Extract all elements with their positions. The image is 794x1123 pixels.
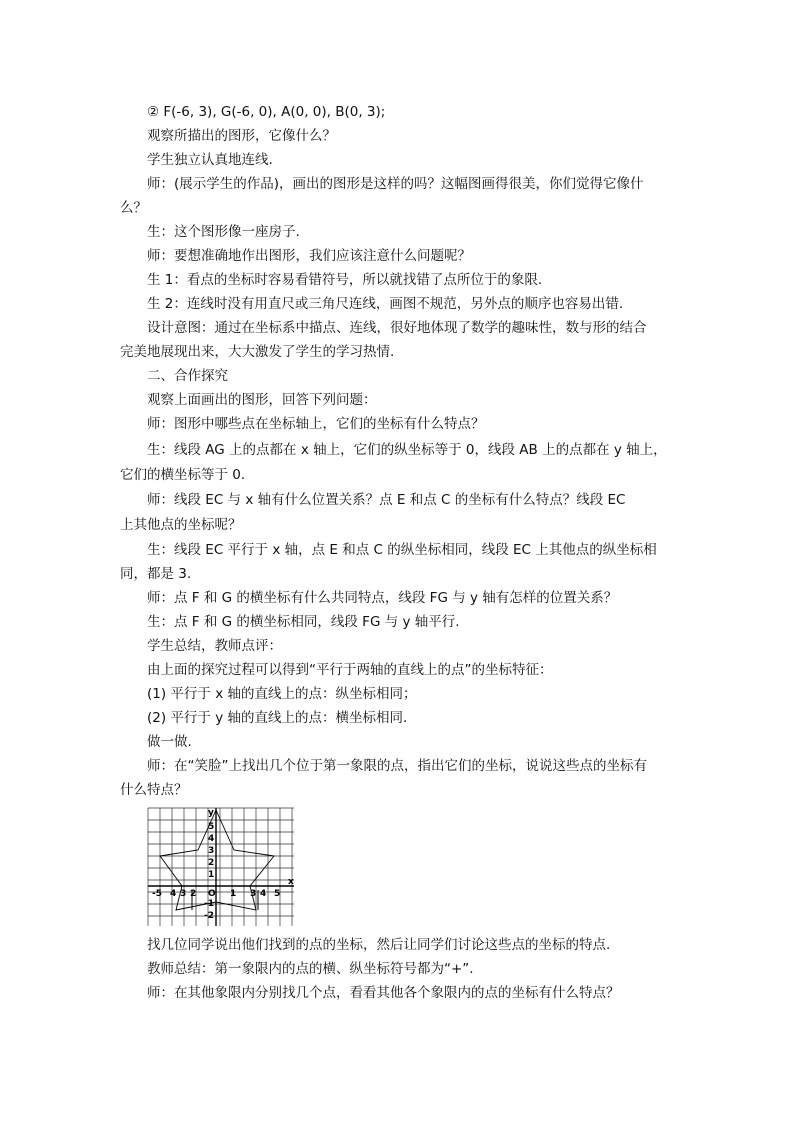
y-tick-label: 4 [208,834,215,844]
origin-label: O [208,889,216,899]
x-tick-label: 3 [180,889,187,899]
star-shape-outline [160,810,274,910]
text-line: 同，都是 3. [120,566,192,582]
text-line: 做一做. [147,734,192,750]
text-line: 由上面的探究过程可以得到“平行于两轴的直线上的点”的坐标特征： [147,662,553,678]
text-line: 师：(展示学生的作品)，画出的图形是这样的吗？这幅图画得很美，你们觉得它像什 [147,176,644,192]
text-line: 师：要想准确地作出图形，我们应该注意什么问题呢？ [147,248,471,264]
x-tick-label: 5 [274,889,281,899]
x-tick-label: 4 [260,889,267,899]
y-tick-label: 5 [208,822,215,832]
x-tick-label: 2 [190,889,197,899]
x-tick-label: -5 [152,889,162,899]
y-tick-label: 3 [208,846,215,856]
text-line: 生：线段 AG 上的点都在 x 轴上，它们的纵坐标等于 0，线段 AB 上的点都在 y 轴上， [147,442,667,458]
text-line: 教师总结：第一象限内的点的横、纵坐标符号都为“+”. [147,961,474,977]
text-line: 它们的横坐标等于 0. [120,467,246,483]
text-line: 师：在“笑脸”上找出几个位于第一象限的点，指出它们的坐标，说说这些点的坐标有 [147,758,647,774]
coordinate-grid-figure [146,806,296,928]
y-tick-label: 1 [208,870,215,880]
text-line: 生 2：连线时没有用直尺或三角尺连线，画图不规范，另外点的顺序也容易出错. [147,296,624,312]
text-line: 上其他点的坐标呢？ [120,517,242,533]
text-line: 师：点 F 和 G 的横坐标有什么共同特点，线段 FG 与 y 轴有怎样的位置关系？ [147,590,618,606]
section-heading: 二、合作探究 [147,368,228,384]
x-tick-label: 4 [170,889,177,899]
x-tick-label: 3 [250,889,257,899]
text-line: 生 1：看点的坐标时容易看错符号，所以就找错了点所位于的象限. [147,272,543,288]
text-line: 生：线段 EC 平行于 x 轴，点 E 和点 C 的纵坐标相同，线段 EC 上其他点的纵坐标相 [147,542,657,558]
text-line: 什么特点？ [120,782,188,798]
text-line: 观察所描出的图形，它像什么？ [147,128,336,144]
text-line: 师：线段 EC 与 x 轴有什么位置关系？点 E 和点 C 的坐标有什么特点？线段 EC [147,492,626,508]
text-line: 学生独立认真地连线. [147,152,273,168]
text-line: 找几位同学说出他们找到的点的坐标，然后让同学们讨论这些点的坐标的特点. [147,937,611,953]
text-line: 生：这个图形像一座房子. [147,224,300,240]
y-tick-label: -1 [204,899,214,909]
list-item: (2) 平行于 y 轴的直线上的点：横坐标相同. [147,710,408,726]
x-tick-label: 1 [230,889,237,899]
text-line: 师：在其他象限内分别找几个点，看看其他各个象限内的点的坐标有什么特点？ [147,985,620,1001]
y-axis-label: y [208,808,214,818]
text-line: 观察上面画出的图形，回答下列问题： [147,392,377,408]
text-line: 学生总结，教师点评： [147,638,282,654]
text-line: 设计意图：通过在坐标系中描点、连线，很好地体现了数学的趣味性，数与形的结合 [147,320,647,336]
text-line: 么？ [120,200,147,216]
text-line: 完美地展现出来，大大激发了学生的学习热情. [120,344,395,360]
y-tick-label: 2 [208,858,215,868]
text-line: ② F(-6, 3), G(-6, 0), A(0, 0), B(0, 3); [147,104,386,120]
y-tick-label: -2 [204,911,214,921]
list-item: (1) 平行于 x 轴的直线上的点：纵坐标相同； [147,686,417,702]
text-line: 生：点 F 和 G 的横坐标相同，线段 FG 与 y 轴平行. [147,614,460,630]
text-line: 师：图形中哪些点在坐标轴上，它们的坐标有什么特点？ [147,416,485,432]
x-axis-label: x [288,877,294,887]
